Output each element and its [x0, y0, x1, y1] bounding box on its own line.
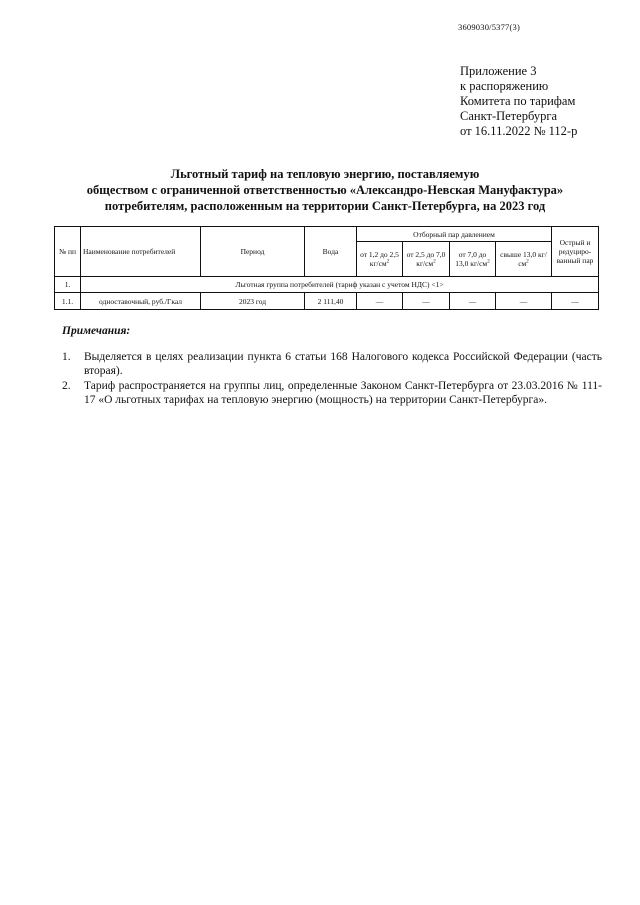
appendix-line: Комитета по тарифам: [460, 94, 576, 108]
document-title: [60, 166, 590, 214]
appendix-line: к распоряжению: [460, 79, 549, 93]
title-line: обществом с ограниченной ответственностью «Александро-Невская Мануфактура»: [86, 183, 564, 197]
title-line: Льготный тариф на тепловую энергию, поставляемую: [170, 167, 480, 181]
header-steam-1-sup: 2: [386, 259, 390, 265]
row-steam-4-value: —: [496, 293, 552, 310]
header-steam-3-text: от 7,0 до 13,0 кг/см: [455, 250, 488, 268]
header-sharp-steam: Острый и редуциро-ванный пар: [552, 227, 599, 277]
row-steam-1-value: —: [357, 293, 403, 310]
row-number: 1.1.: [55, 293, 81, 310]
table-row: [55, 293, 599, 310]
table-row: [55, 277, 599, 293]
header-steam-4-text: свыше 13,0 кг/см: [500, 250, 547, 268]
appendix-line: от 16.11.2022 № 112-р: [460, 124, 578, 138]
appendix-line: Приложение 3: [460, 64, 537, 78]
header-water: Вода: [305, 227, 357, 277]
note-item: [62, 350, 602, 378]
document-id: 3609030/5377(3): [458, 22, 521, 32]
row-period: 2023 год: [201, 293, 305, 310]
group-label: Льготная группа потребителей (тариф указан с учетом НДС) <1>: [81, 277, 599, 293]
header-steam-1: [357, 242, 403, 277]
appendix-block: [460, 64, 577, 139]
header-period: Период: [201, 227, 305, 277]
note-item: [62, 379, 602, 407]
note-number: 1.: [62, 351, 71, 363]
header-steam-4-sup: 2: [526, 259, 529, 265]
table-header-row: [55, 227, 599, 242]
note-text: Тариф распространяется на группы лиц, определенные Законом Санкт-Петербурга от 23.03.2016 № 111-17 «О льготных тарифах на тепловую энергию (мощность) на территории Санкт-Петербурга».: [84, 380, 602, 406]
row-steam-3-value: —: [450, 293, 496, 310]
notes-list: [62, 350, 602, 408]
row-sharp-steam-value: —: [552, 293, 599, 310]
header-steam-2: [403, 242, 450, 277]
header-steam-2-sup: 2: [433, 259, 436, 265]
title-line: потребителям, расположенным на территории Санкт-Петербурга, на 2023 год: [104, 199, 546, 213]
header-steam-3: [450, 242, 496, 277]
note-text: Выделяется в целях реализации пункта 6 статьи 168 Налогового кодекса Российской Федерации (часть вторая).: [84, 351, 602, 377]
header-steam-group: Отборный пар давлением: [357, 227, 552, 242]
row-consumer: одноставочный, руб./Гкал: [81, 293, 201, 310]
tariff-table: [54, 226, 599, 310]
appendix-line: Санкт-Петербурга: [460, 109, 558, 123]
row-steam-2-value: —: [403, 293, 450, 310]
header-number: № пп: [55, 227, 81, 277]
group-number: 1.: [55, 277, 81, 293]
header-steam-2-text: от 2,5 до 7,0 кг/см: [406, 250, 446, 268]
notes-title: Примечания:: [62, 325, 131, 337]
row-water-value: 2 111,40: [305, 293, 357, 310]
note-number: 2.: [62, 380, 71, 392]
header-consumers: Наименование потребителей: [81, 227, 201, 277]
header-steam-4: [496, 242, 552, 277]
header-steam-1-text: от 1,2 до 2,5 кг/см: [360, 250, 399, 268]
header-steam-3-sup: 2: [487, 259, 490, 265]
